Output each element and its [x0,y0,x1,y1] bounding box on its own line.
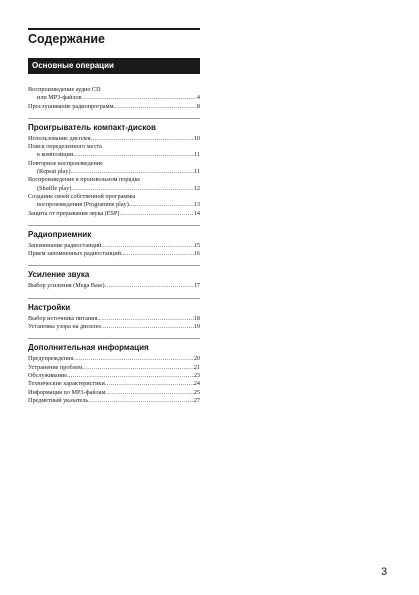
toc-page-number: 20 [193,355,200,363]
toc-page-number: 24 [193,380,200,388]
toc-entry-text: Повторное воспроизведение [28,159,103,167]
toc-entry-line [28,323,200,331]
toc-entry[interactable] [28,143,200,160]
toc-entry[interactable] [28,242,200,250]
toc-entry-text: Воспроизведение в произвольном порядке [28,176,141,184]
toc-entry-text: Воспроизведение аудио CD [28,86,101,93]
toc-entry-text: Информация по MP3-файлам [28,388,106,396]
dot-leader [113,103,196,111]
dot-leader [101,242,193,250]
toc-section [28,338,200,405]
page-title: Содержание [28,32,106,46]
dot-leader [105,389,193,397]
section-divider [28,298,200,299]
toc-entry-text: (Shuffle play) [37,184,72,192]
toc-page-number: 11 [194,151,200,159]
toc-entry[interactable] [28,380,200,388]
dot-leader [97,315,193,323]
toc-entry-line [28,355,200,363]
toc-entry[interactable] [28,135,200,143]
toc-entry-text: Запоминание радиостанций [28,241,102,249]
toc-page-number: 4 [196,94,200,102]
toc-entry-line [28,210,200,218]
toc-entry-text: или MP3-файлов [37,94,82,102]
dot-leader [67,372,194,380]
toc-entry-line [28,282,200,290]
dot-leader [129,201,194,209]
toc-entry-text: в композиции [37,151,74,159]
toc-entry-line [28,103,200,111]
toc-page-number: 14 [193,209,200,217]
toc-section [28,298,200,332]
toc-entry-text: Предметный указатель [28,396,89,404]
toc-entry[interactable] [28,103,200,111]
toc-entry-line [28,201,200,209]
toc-entry-text: Технические характеристики [28,380,105,388]
toc-entry[interactable] [28,250,200,258]
toc-entry[interactable] [28,364,200,372]
toc-entry-line [28,143,200,151]
toc-entry-text: Использование дисплея [28,134,91,142]
toc-entry-line [28,185,200,193]
toc-entry[interactable] [28,323,200,331]
dot-leader [71,185,193,193]
toc-entry-line [28,168,200,176]
toc-entry-line [28,242,200,250]
toc-entry-text: воспроизведения (Programme play) [37,201,129,209]
toc-page-number: 19 [193,323,200,331]
toc-entry[interactable] [28,355,200,363]
toc-entry-text: Обслуживание [28,371,68,379]
toc-entry-text: Прием запомненных радиостанций [28,250,121,258]
toc-entry-line [28,151,200,159]
dot-leader [82,94,197,102]
dot-leader [82,364,194,372]
dot-leader [71,168,195,176]
toc-entry-line [28,135,200,143]
toc-page-number: 17 [193,282,200,290]
toc-entry-line [28,315,200,323]
section-heading: Дополнительная информация [28,343,149,353]
toc-section [28,265,200,290]
page-number: 3 [381,566,388,578]
section-heading: Настройки [28,302,71,312]
toc-page-number: 23 [193,371,200,379]
toc-entry[interactable] [28,193,200,210]
dot-leader [121,250,194,258]
section-divider [28,118,200,119]
section-heading: Радиоприемник [28,229,92,239]
toc-entry-line [28,380,200,388]
toc-page-number: 25 [193,388,200,396]
toc-entry[interactable] [28,315,200,323]
toc-entry-text: Предупреждения [28,355,74,363]
dot-leader [91,135,194,143]
toc-page-number: 27 [193,396,200,404]
toc-entry-line [28,193,200,201]
toc-entry-text: Защита от прерывания звука (ESP) [28,209,120,217]
table-of-contents [28,86,200,405]
dot-leader [120,210,194,218]
toc-page-number: 18 [193,314,200,322]
toc-entry-line [28,86,200,94]
section-divider [28,265,200,266]
toc-entry[interactable] [28,210,200,218]
section-heading: Проигрыватель компакт-дисков [28,122,156,132]
toc-entry-text: Создание своей собственной программы [28,192,136,200]
dot-leader [73,151,194,159]
toc-entry[interactable] [28,160,200,177]
toc-entry-line [28,94,200,102]
toc-entry[interactable] [28,389,200,397]
toc-entry-line [28,176,200,184]
dot-leader [88,397,194,405]
toc-entry[interactable] [28,176,200,193]
toc-entry[interactable] [28,397,200,405]
toc-entry-text: Выбор усиления (Mega Bass) [28,282,105,290]
dot-leader [105,380,194,388]
section-divider [28,225,200,226]
dot-leader [105,282,194,290]
toc-entry[interactable] [28,372,200,380]
toc-entry-text: Устранение проблем [28,363,83,371]
toc-entry-line [28,364,200,372]
toc-entry-line [28,397,200,405]
toc-entry-line [28,389,200,397]
toc-page-number: 13 [193,201,200,209]
toc-entry-line [28,372,200,380]
toc-entry-line [28,160,200,168]
toc-page-number: 10 [193,134,200,142]
toc-page-number: 12 [193,184,200,192]
dot-leader [73,355,194,363]
toc-section [28,118,200,218]
toc-page-number: 21 [193,363,200,371]
toc-entry[interactable] [28,86,200,103]
toc-section [28,86,200,111]
toc-entry-text: Установка узора на дисплее [28,323,102,331]
toc-entry-text: Поиск определенного места [28,143,102,151]
top-rule [28,28,200,30]
toc-entry[interactable] [28,282,200,290]
toc-entry-line [28,250,200,258]
section-divider [28,338,200,339]
toc-entry-text: Прослушивание радиопрограмм [28,102,114,110]
section-heading: Усиление звука [28,270,90,280]
toc-page-number: 15 [193,241,200,249]
toc-page-number: 8 [196,102,200,110]
toc-entry-text: Выбор источника питания [28,314,98,322]
toc-page-number: 16 [193,250,200,258]
toc-section [28,225,200,259]
section-banner: Основные операции [28,58,200,74]
dot-leader [101,323,194,331]
toc-entry-text: (Repeat play) [37,168,71,176]
toc-page-number: 11 [194,168,200,176]
